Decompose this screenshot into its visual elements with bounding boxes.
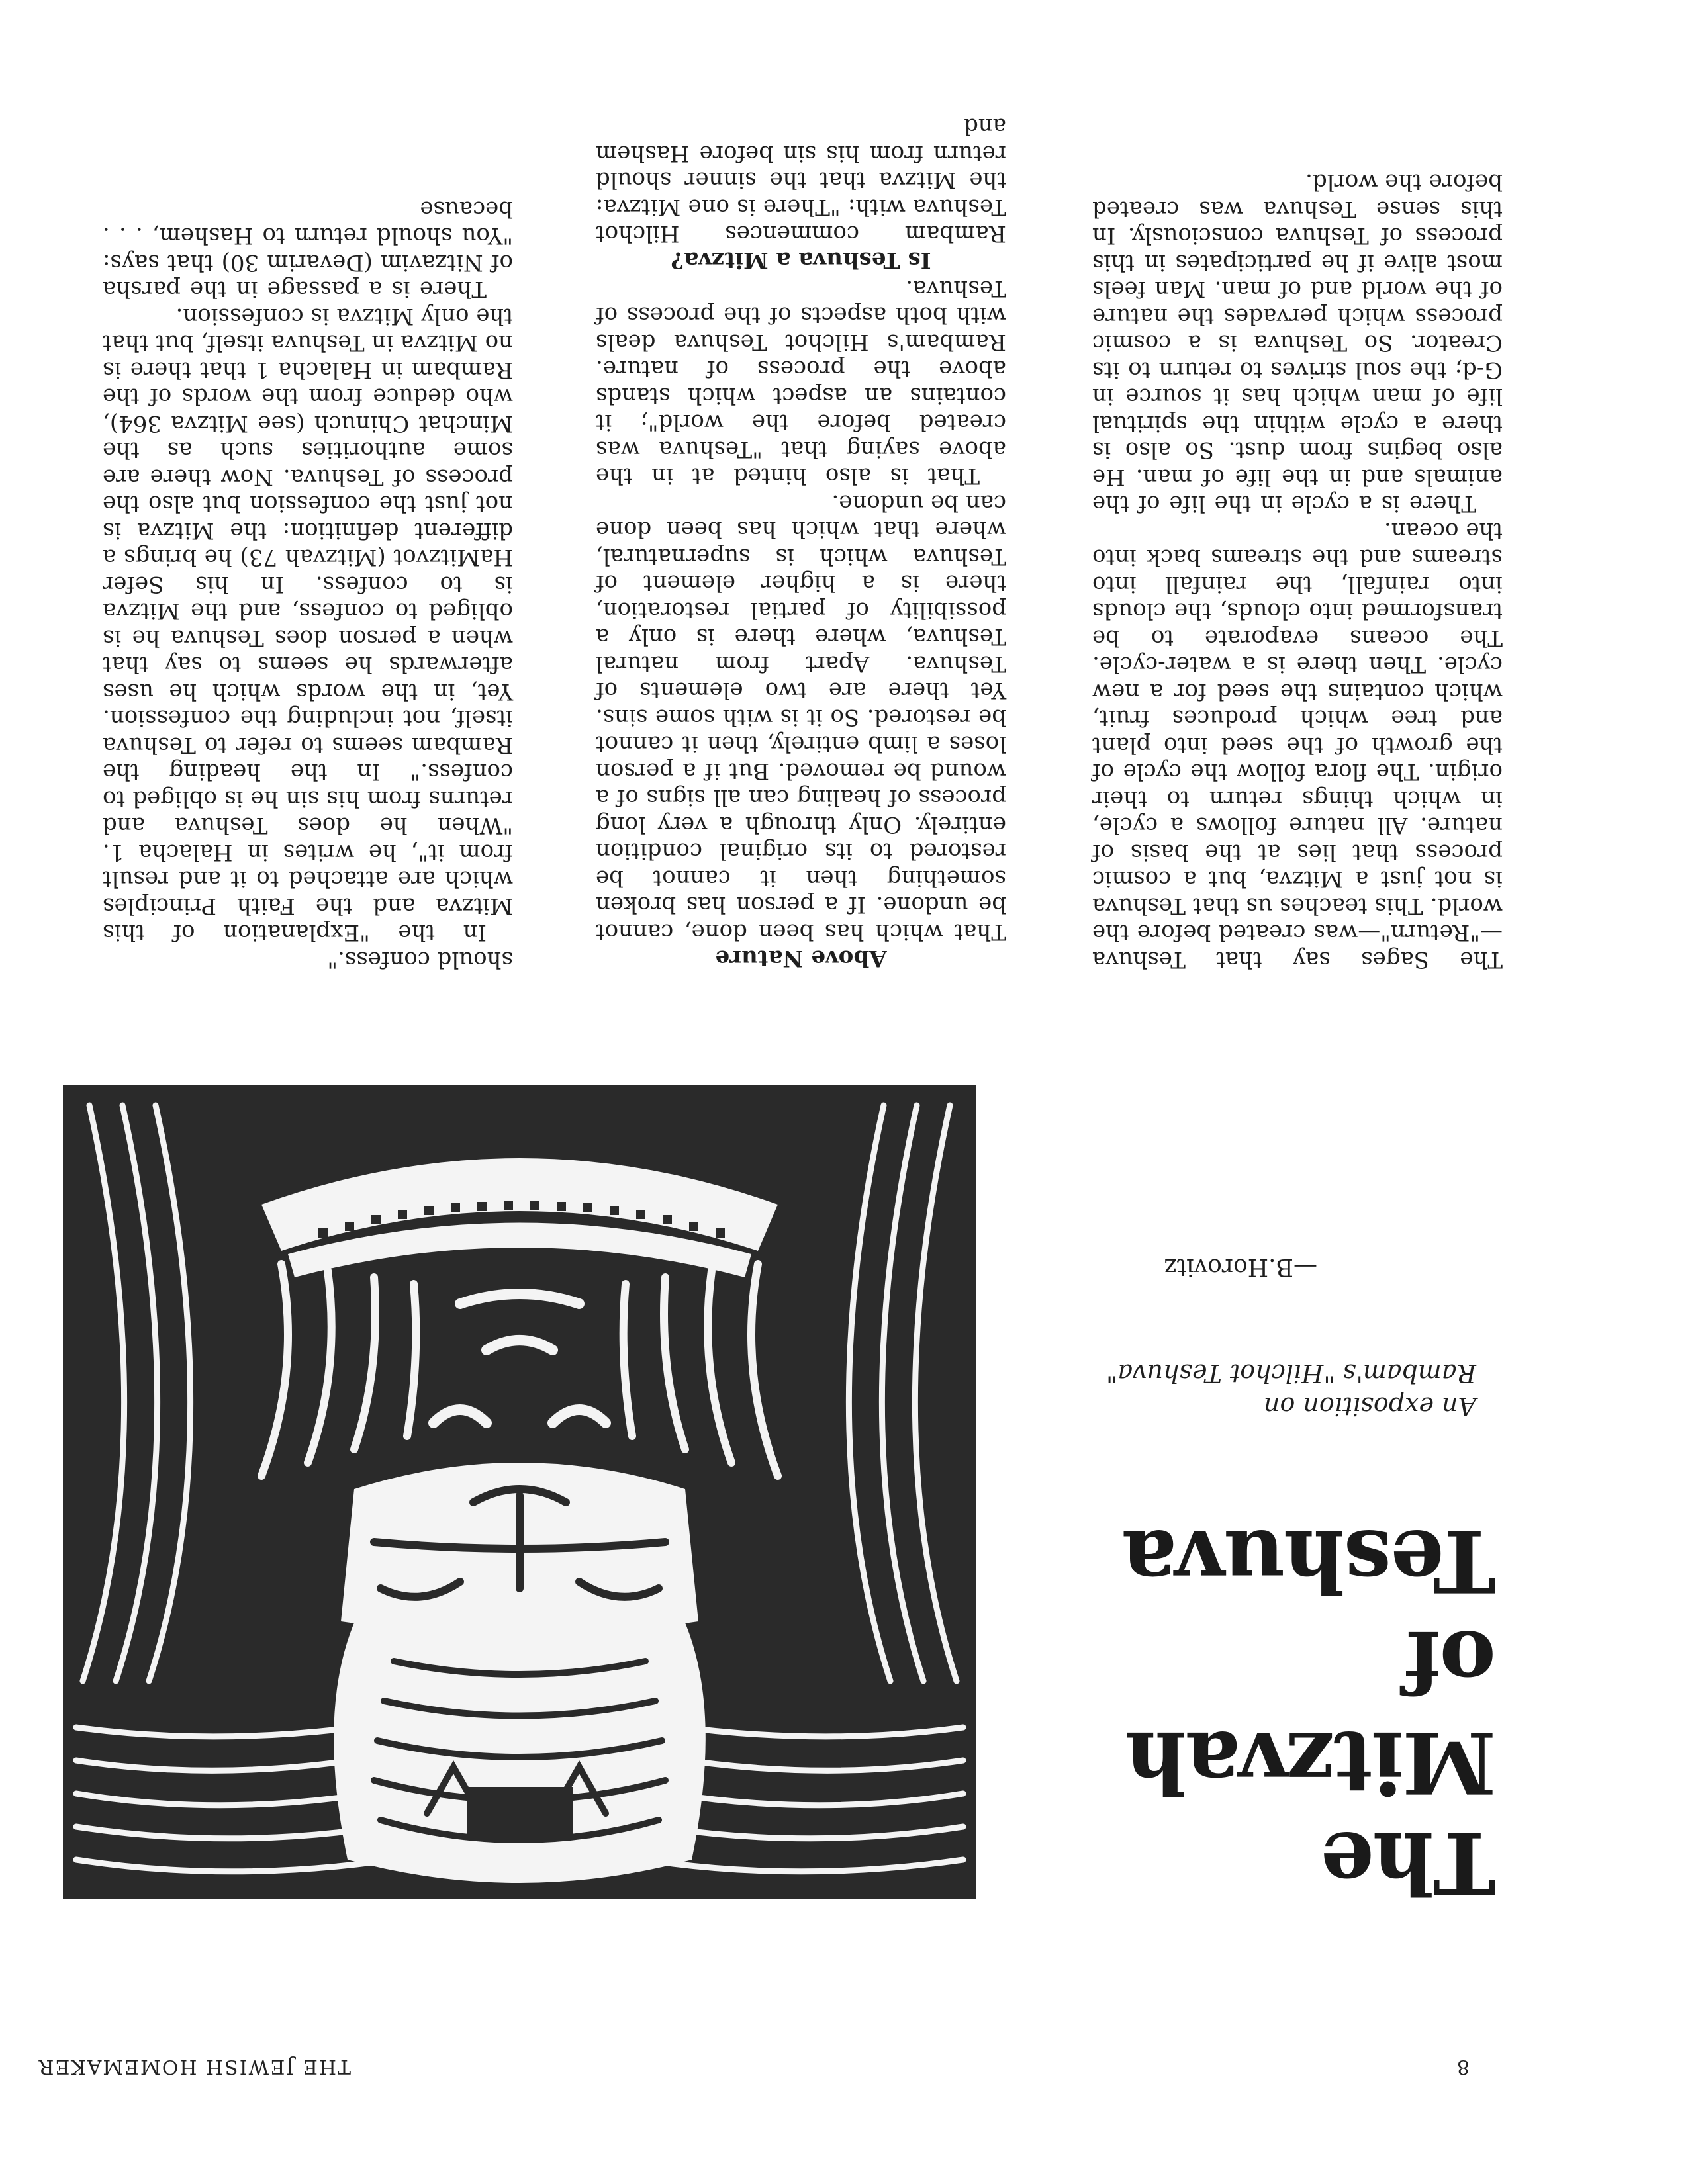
section-heading: Is Teshuva a Mitzva? bbox=[671, 247, 931, 274]
paragraph: The Sages say that Teshuva—"Return"—was created before the world. This teaches us that Teshuva is not just a Mitzva, but a cosmic process that lies at the basis of nature. All nature follows a cycle, in which things return to their origin. The flora follow the cycle of the growth of the seed into plant and tree which produces fruit, which contains the seed for a new cycle. Then there is a water-cycle. The oceans evaporate to be transformed into clouds, the clouds into rainfall, the rainfall into streams and the streams back into the ocean. bbox=[1092, 518, 1503, 973]
paragraph: should confess." bbox=[327, 946, 513, 973]
title-line: The bbox=[1321, 1813, 1496, 1912]
article-subtitle bbox=[1013, 1357, 1476, 1423]
paragraph: That which has been done, cannot be undone. If a person has broken something then it cannot be restored to its original condition entirely. Only through a very long process of healing can all signs of a wound be removed. But if a person loses a limb entirely, then it cannot be restored. So it is with some sins. Yet there are two elements of Teshuva. Apart from natural Teshuva, where there is only a possibility of partial restoration, there is a higher element of Teshuva which is supernatural, where that which has been done can be undone. bbox=[596, 490, 1006, 945]
text-column-2 bbox=[596, 113, 1006, 973]
paragraph: There is a passage in the parsha of Nitzavim (Devarim 30) that says: "You should return to Hashem, . . . because bbox=[103, 196, 513, 303]
author-byline: —B.Horovitz bbox=[1164, 1253, 1317, 1281]
title-line: Teshuva bbox=[1123, 1511, 1496, 1610]
running-head: THE JEWISH HOMEMAKER bbox=[37, 2055, 351, 2078]
page-number: 8 bbox=[1455, 2055, 1470, 2078]
paragraph: There is a cycle in the life of the animals and in the life of man. He also begins from dust. So also is there a cycle within the spiritual life of man which has it source in G-d; the soul strives to return to its Creator. So Teshuva is a cosmic process which pervades the nature of the world and of man. Man feels most alive if he participates in this process of Teshuva consciously. In this sense Teshuva was created before the world. bbox=[1092, 169, 1503, 518]
section-heading: Above Nature bbox=[715, 945, 887, 972]
paragraph: Rambam commences Hilchot Teshuva with: "There is one Mitzva: the Mitzva that the sinner should return from his sin before Hashem and bbox=[596, 113, 1006, 248]
text-column-3 bbox=[103, 196, 513, 974]
woodcut-face-icon bbox=[63, 1085, 976, 1899]
subtitle-line: An exposition on bbox=[1264, 1392, 1476, 1421]
title-line: of bbox=[1405, 1612, 1496, 1711]
title-line: Mitzvah bbox=[1126, 1712, 1496, 1811]
paragraph: In the "Explanation of this Mitzva and the Faith Principles which are attached to it and result from it", he writes in Halacha 1. "When he does Teshuva and returns from his sin he is obliged to confess." In the heading the Rambam seems to refer to Teshuva itself, not including the confession. Yet, in the words which he uses afterwards he seems to say that when a person does Teshuva he is obliged to confess, and the Mitzva is to confess. In his Sefer HaMitzvot (Mitzvah 73) he brings a different definition: the Mitzva is not just the confession but also the process of Teshuva. Now there are some authorities such as the Minchat Chinuch (see Mitzva 364), who deduce from the words of the Rambam in Halacha 1 that there is no Mitzva in Teshuva itself, but that the only Mitzva is confession. bbox=[103, 303, 513, 946]
text-column-1 bbox=[1092, 169, 1503, 973]
article-title bbox=[1033, 1510, 1496, 1913]
subtitle-line: Rambam's "Hilchot Teshuva" bbox=[1105, 1359, 1476, 1388]
paragraph: That is also hinted at in the above saying that "Teshuva was created before the world"; it contains an aspect which stands above the process of nature. Rambam's Hilchot Teshuva deals with both aspects of the process of Teshuva. bbox=[596, 275, 1006, 490]
